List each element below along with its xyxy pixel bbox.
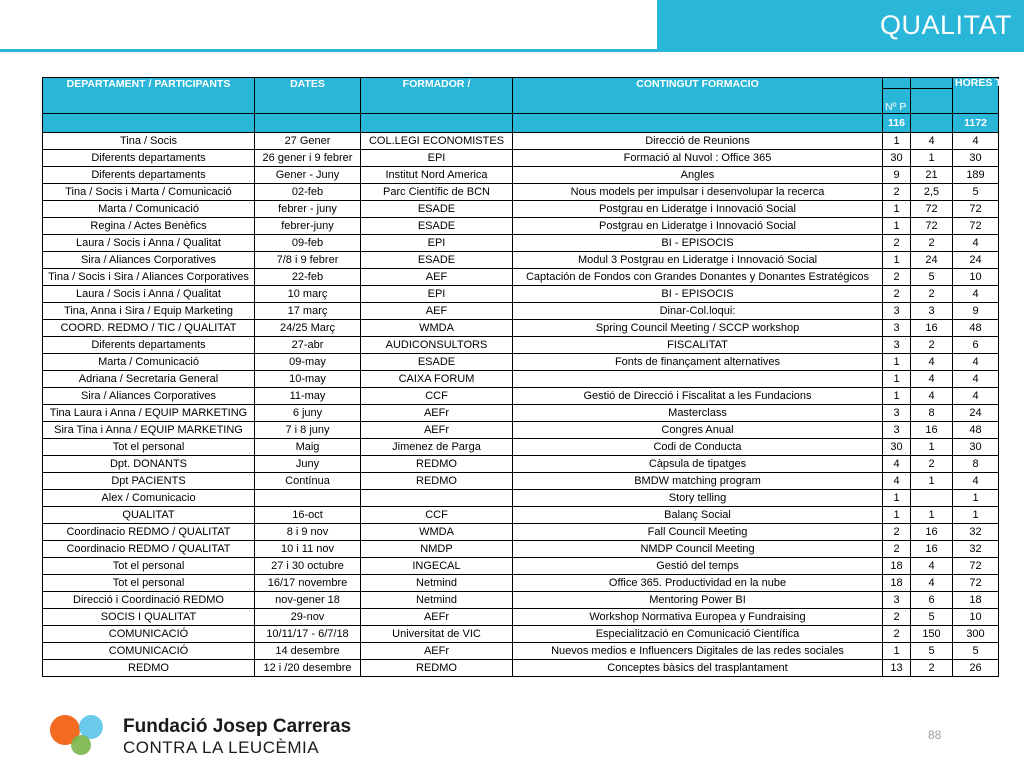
header-rule xyxy=(0,49,660,52)
cell-dates xyxy=(255,490,361,507)
cell-num-p: 3 xyxy=(883,303,911,320)
cell-hours xyxy=(911,490,953,507)
cell-hours-total: 6 xyxy=(953,337,999,354)
cell-content: Gestió del temps xyxy=(513,558,883,575)
cell-dates: 09-may xyxy=(255,354,361,371)
cell-dates: 10/11/17 - 6/7/18 xyxy=(255,626,361,643)
cell-department: Regina / Actes Benèfics xyxy=(43,218,255,235)
cell-hours: 2,5 xyxy=(911,184,953,201)
cell-hours-total: 72 xyxy=(953,575,999,592)
cell-num-p: 1 xyxy=(883,133,911,150)
cell-department: Tina / Socis i Marta / Comunicació xyxy=(43,184,255,201)
cell-trainer: ESADE xyxy=(361,252,513,269)
table-row xyxy=(43,405,999,422)
cell-content: Especialització en Comunicació Científica xyxy=(513,626,883,643)
cell-num-p: 2 xyxy=(883,286,911,303)
table-row xyxy=(43,575,999,592)
cell-dates: 11-may xyxy=(255,388,361,405)
table-row xyxy=(43,473,999,490)
cell-content: Direcció de Reunions xyxy=(513,133,883,150)
cell-hours: 3 xyxy=(911,303,953,320)
cell-dates: Contínua xyxy=(255,473,361,490)
col-header-hours-total: HORES TOTALS xyxy=(953,78,999,114)
col-header-num-p: Nº P xyxy=(883,89,911,114)
cell-department: Sira Tina i Anna / EQUIP MARKETING xyxy=(43,422,255,439)
cell-content: Conceptes bàsics del trasplantament xyxy=(513,660,883,677)
cell-trainer: Netmind xyxy=(361,592,513,609)
cell-num-p: 2 xyxy=(883,524,911,541)
cell-num-p: 3 xyxy=(883,592,911,609)
cell-num-p: 30 xyxy=(883,439,911,456)
cell-hours-total: 72 xyxy=(953,201,999,218)
cell-num-p: 30 xyxy=(883,150,911,167)
header-row xyxy=(43,78,999,89)
cell-hours-total: 48 xyxy=(953,422,999,439)
total-participants: 116 xyxy=(883,114,911,133)
cell-content: Story telling xyxy=(513,490,883,507)
cell-content: Gestió de Direcció i Fiscalitat a les Fundacions xyxy=(513,388,883,405)
cell-dates: 22-feb xyxy=(255,269,361,286)
cell-trainer: AEFr xyxy=(361,422,513,439)
cell-dates: Juny xyxy=(255,456,361,473)
cell-dates: 14 desembre xyxy=(255,643,361,660)
cell-trainer: AEF xyxy=(361,303,513,320)
cell-content: Dinar-Col.loqui: xyxy=(513,303,883,320)
cell-trainer: COL.LEGI ECONOMISTES xyxy=(361,133,513,150)
cell-content: Office 365. Productividad en la nube xyxy=(513,575,883,592)
cell-hours-total: 32 xyxy=(953,524,999,541)
cell-hours-total: 32 xyxy=(953,541,999,558)
table-row xyxy=(43,524,999,541)
cell-trainer: EPI xyxy=(361,150,513,167)
cell-hours: 2 xyxy=(911,337,953,354)
cell-trainer: REDMO xyxy=(361,473,513,490)
cell-department: Laura / Socis i Anna / Qualitat xyxy=(43,235,255,252)
cell-hours: 1 xyxy=(911,439,953,456)
page-title: QUALITAT xyxy=(879,10,1012,40)
cell-num-p: 1 xyxy=(883,201,911,218)
cell-hours-total: 4 xyxy=(953,354,999,371)
cell-content: Càpsula de tipatges xyxy=(513,456,883,473)
cell-department: Alex / Comunicacio xyxy=(43,490,255,507)
cell-hours-total: 4 xyxy=(953,473,999,490)
cell-trainer: AEFr xyxy=(361,643,513,660)
cell-dates: febrer - juny xyxy=(255,201,361,218)
cell-content: Codi de Conducta xyxy=(513,439,883,456)
cell-hours-total: 4 xyxy=(953,133,999,150)
cell-department: Tot el personal xyxy=(43,575,255,592)
cell-num-p: 1 xyxy=(883,218,911,235)
cell-dates: 16/17 novembre xyxy=(255,575,361,592)
cell-trainer: Jimenez de Parga xyxy=(361,439,513,456)
cell-hours-total: 189 xyxy=(953,167,999,184)
cell-num-p: 4 xyxy=(883,473,911,490)
cell-trainer: Parc Científic de BCN xyxy=(361,184,513,201)
cell-num-p: 2 xyxy=(883,541,911,558)
col-header-blank-a xyxy=(883,78,911,89)
cell-dates: 10-may xyxy=(255,371,361,388)
cell-hours-total: 10 xyxy=(953,609,999,626)
cell-content: Masterclass xyxy=(513,405,883,422)
table-row xyxy=(43,320,999,337)
table-row xyxy=(43,184,999,201)
cell-hours: 72 xyxy=(911,201,953,218)
cell-department: SOCIS I QUALITAT xyxy=(43,609,255,626)
table-row xyxy=(43,626,999,643)
cell-content: Postgrau en Lideratge i Innovació Social xyxy=(513,201,883,218)
cell-hours: 5 xyxy=(911,269,953,286)
table-row xyxy=(43,150,999,167)
cell-trainer: CCF xyxy=(361,507,513,524)
cell-hours-total: 72 xyxy=(953,218,999,235)
cell-department: COORD. REDMO / TIC / QUALITAT xyxy=(43,320,255,337)
cell-hours-total: 24 xyxy=(953,252,999,269)
cell-num-p: 2 xyxy=(883,235,911,252)
cell-num-p: 2 xyxy=(883,269,911,286)
table-row xyxy=(43,388,999,405)
cell-trainer: NMDP xyxy=(361,541,513,558)
table-row xyxy=(43,558,999,575)
cell-trainer: AEFr xyxy=(361,405,513,422)
cell-department: COMUNICACIÓ xyxy=(43,643,255,660)
cell-hours: 1 xyxy=(911,473,953,490)
cell-hours: 5 xyxy=(911,609,953,626)
cell-hours-total: 30 xyxy=(953,150,999,167)
cell-dates: 09-feb xyxy=(255,235,361,252)
cell-content: Congres Anual xyxy=(513,422,883,439)
cell-num-p: 1 xyxy=(883,354,911,371)
cell-content: BMDW matching program xyxy=(513,473,883,490)
table-row xyxy=(43,609,999,626)
cell-hours-total: 1 xyxy=(953,490,999,507)
totals-cell-blank xyxy=(255,114,361,133)
cell-num-p: 13 xyxy=(883,660,911,677)
col-header-blank-c xyxy=(911,89,953,114)
cell-department: Laura / Socis i Anna / Qualitat xyxy=(43,286,255,303)
cell-hours-total: 72 xyxy=(953,558,999,575)
cell-num-p: 3 xyxy=(883,337,911,354)
cell-department: Adriana / Secretaria General xyxy=(43,371,255,388)
cell-hours-total: 5 xyxy=(953,643,999,660)
cell-hours: 1 xyxy=(911,150,953,167)
cell-trainer: AEFr xyxy=(361,609,513,626)
cell-hours-total: 5 xyxy=(953,184,999,201)
cell-dates: 16-oct xyxy=(255,507,361,524)
table-row xyxy=(43,541,999,558)
cell-content: Nuevos medios e Influencers Digitales de las redes sociales xyxy=(513,643,883,660)
cell-dates: 02-feb xyxy=(255,184,361,201)
cell-content: Fall Council Meeting xyxy=(513,524,883,541)
cell-department: Tina / Socis xyxy=(43,133,255,150)
cell-content: Captación de Fondos con Grandes Donantes y Donantes Estratégicos xyxy=(513,269,883,286)
cell-hours-total: 300 xyxy=(953,626,999,643)
cell-num-p: 18 xyxy=(883,575,911,592)
cell-trainer: INGECAL xyxy=(361,558,513,575)
table-row xyxy=(43,354,999,371)
table-row xyxy=(43,422,999,439)
cell-department: Tot el personal xyxy=(43,558,255,575)
cell-trainer: WMDA xyxy=(361,320,513,337)
col-header-trainer: FORMADOR / xyxy=(361,78,513,114)
cell-dates: 26 gener i 9 febrer xyxy=(255,150,361,167)
cell-department: Marta / Comunicació xyxy=(43,201,255,218)
cell-hours-total: 10 xyxy=(953,269,999,286)
cell-num-p: 2 xyxy=(883,184,911,201)
org-name: Fundació Josep Carreras xyxy=(123,716,352,737)
table-row xyxy=(43,439,999,456)
cell-trainer: REDMO xyxy=(361,660,513,677)
table-row xyxy=(43,133,999,150)
cell-trainer: CCF xyxy=(361,388,513,405)
cell-num-p: 18 xyxy=(883,558,911,575)
cell-hours: 4 xyxy=(911,133,953,150)
cell-hours: 16 xyxy=(911,320,953,337)
cell-hours: 4 xyxy=(911,354,953,371)
cell-num-p: 1 xyxy=(883,643,911,660)
table-row xyxy=(43,201,999,218)
cell-num-p: 9 xyxy=(883,167,911,184)
cell-hours: 2 xyxy=(911,660,953,677)
cell-department: REDMO xyxy=(43,660,255,677)
cell-hours-total: 18 xyxy=(953,592,999,609)
cell-hours: 4 xyxy=(911,558,953,575)
cell-hours-total: 24 xyxy=(953,405,999,422)
cell-hours: 2 xyxy=(911,286,953,303)
cell-dates: 12 i /20 desembre xyxy=(255,660,361,677)
cell-dates: 8 i 9 nov xyxy=(255,524,361,541)
table-row xyxy=(43,286,999,303)
cell-dates: Gener - Juny xyxy=(255,167,361,184)
table-body xyxy=(43,133,999,677)
cell-dates: 10 març xyxy=(255,286,361,303)
cell-hours-total: 48 xyxy=(953,320,999,337)
cell-trainer: Universitat de VIC xyxy=(361,626,513,643)
cell-hours-total: 1 xyxy=(953,507,999,524)
cell-hours: 2 xyxy=(911,235,953,252)
cell-dates: 29-nov xyxy=(255,609,361,626)
cell-dates: 7/8 i 9 febrer xyxy=(255,252,361,269)
cell-trainer: REDMO xyxy=(361,456,513,473)
cell-department: Marta / Comunicació xyxy=(43,354,255,371)
table-row xyxy=(43,269,999,286)
table-row xyxy=(43,235,999,252)
cell-dates: 7 i 8 juny xyxy=(255,422,361,439)
cell-content: Nous models per impulsar i desenvolupar la recerca xyxy=(513,184,883,201)
cell-dates: Maig xyxy=(255,439,361,456)
cell-content: Mentoring Power BI xyxy=(513,592,883,609)
cell-department: Tina Laura i Anna / EQUIP MARKETING xyxy=(43,405,255,422)
cell-dates: nov-gener 18 xyxy=(255,592,361,609)
totals-row xyxy=(43,114,999,133)
cell-hours-total: 4 xyxy=(953,235,999,252)
cell-hours: 72 xyxy=(911,218,953,235)
cell-num-p: 1 xyxy=(883,507,911,524)
totals-cell-blank xyxy=(513,114,883,133)
col-header-dates: DATES xyxy=(255,78,361,114)
org-subtitle: CONTRA LA LEUCÈMIA xyxy=(123,738,320,757)
table-row xyxy=(43,371,999,388)
table-row xyxy=(43,303,999,320)
cell-dates: 27-abr xyxy=(255,337,361,354)
totals-cell-blank xyxy=(361,114,513,133)
cell-trainer: CAIXA FORUM xyxy=(361,371,513,388)
cell-hours-total: 30 xyxy=(953,439,999,456)
cell-trainer: ESADE xyxy=(361,218,513,235)
cell-trainer: EPI xyxy=(361,286,513,303)
cell-department: Tot el personal xyxy=(43,439,255,456)
cell-trainer: EPI xyxy=(361,235,513,252)
cell-department: Diferents departaments xyxy=(43,150,255,167)
cell-department: Diferents departaments xyxy=(43,337,255,354)
cell-hours: 150 xyxy=(911,626,953,643)
cell-department: Sira / Aliances Corporatives xyxy=(43,388,255,405)
cell-content: Workshop Normativa Europea y Fundraising xyxy=(513,609,883,626)
cell-num-p: 3 xyxy=(883,320,911,337)
cell-content: Formació al Nuvol : Office 365 xyxy=(513,150,883,167)
cell-dates: 6 juny xyxy=(255,405,361,422)
table-row xyxy=(43,456,999,473)
training-table xyxy=(42,77,1036,677)
cell-dates: 17 març xyxy=(255,303,361,320)
cell-trainer xyxy=(361,490,513,507)
cell-content: Modul 3 Postgrau en Lideratge i Innovació Social xyxy=(513,252,883,269)
cell-hours: 16 xyxy=(911,422,953,439)
title-bar xyxy=(657,0,1024,52)
cell-hours: 16 xyxy=(911,524,953,541)
cell-num-p: 3 xyxy=(883,422,911,439)
cell-department: Tina / Socis i Sira / Aliances Corporatives xyxy=(43,269,255,286)
cell-trainer: WMDA xyxy=(361,524,513,541)
cell-content: Postgrau en Lideratge i Innovació Social xyxy=(513,218,883,235)
cell-department: Dpt. DONANTS xyxy=(43,456,255,473)
cell-num-p: 4 xyxy=(883,456,911,473)
table-row xyxy=(43,643,999,660)
cell-hours: 4 xyxy=(911,371,953,388)
table-row xyxy=(43,660,999,677)
cell-trainer: Institut Nord America xyxy=(361,167,513,184)
cell-hours-total: 4 xyxy=(953,286,999,303)
cell-num-p: 2 xyxy=(883,626,911,643)
cell-hours: 21 xyxy=(911,167,953,184)
cell-department: Diferents departaments xyxy=(43,167,255,184)
table-row xyxy=(43,167,999,184)
table-row xyxy=(43,490,999,507)
cell-hours: 4 xyxy=(911,388,953,405)
total-hours: 1172 xyxy=(953,114,999,133)
cell-department: QUALITAT xyxy=(43,507,255,524)
col-header-department: DEPARTAMENT / PARTICIPANTS xyxy=(43,78,255,114)
table-row xyxy=(43,337,999,354)
cell-hours-total: 9 xyxy=(953,303,999,320)
cell-hours: 8 xyxy=(911,405,953,422)
col-header-blank-b xyxy=(911,78,953,89)
cell-content: BI - EPISOCIS xyxy=(513,235,883,252)
cell-trainer: Netmind xyxy=(361,575,513,592)
cell-hours: 1 xyxy=(911,507,953,524)
cell-hours: 6 xyxy=(911,592,953,609)
col-header-content: CONTINGUT FORMACIO xyxy=(513,78,883,114)
page-number: 88 xyxy=(928,728,942,742)
cell-department: Coordinacio REDMO / QUALITAT xyxy=(43,541,255,558)
cell-department: Direcció i Coordinació REDMO xyxy=(43,592,255,609)
cell-department: Coordinacio REDMO / QUALITAT xyxy=(43,524,255,541)
cell-hours-total: 8 xyxy=(953,456,999,473)
cell-hours-total: 26 xyxy=(953,660,999,677)
cell-trainer: ESADE xyxy=(361,354,513,371)
cell-num-p: 1 xyxy=(883,252,911,269)
cell-trainer: ESADE xyxy=(361,201,513,218)
table-row xyxy=(43,252,999,269)
cell-content: Balanç Social xyxy=(513,507,883,524)
cell-num-p: 1 xyxy=(883,371,911,388)
table-row xyxy=(43,592,999,609)
cell-department: Dpt PACIENTS xyxy=(43,473,255,490)
cell-hours: 5 xyxy=(911,643,953,660)
cell-content: Angles xyxy=(513,167,883,184)
cell-trainer: AEF xyxy=(361,269,513,286)
cell-content: Fonts de finançament alternatives xyxy=(513,354,883,371)
cell-content: BI - EPISOCIS xyxy=(513,286,883,303)
cell-hours-total: 4 xyxy=(953,371,999,388)
cell-trainer: AUDICONSULTORS xyxy=(361,337,513,354)
cell-dates: 10 i 11 nov xyxy=(255,541,361,558)
cell-num-p: 1 xyxy=(883,388,911,405)
cell-department: Tina, Anna i Sira / Equip Marketing xyxy=(43,303,255,320)
cell-num-p: 3 xyxy=(883,405,911,422)
cell-dates: 27 Gener xyxy=(255,133,361,150)
cell-hours: 24 xyxy=(911,252,953,269)
cell-content: NMDP Council Meeting xyxy=(513,541,883,558)
cell-hours-total: 4 xyxy=(953,388,999,405)
cell-content: Spring Council Meeting / SCCP workshop xyxy=(513,320,883,337)
cell-content: FISCALITAT xyxy=(513,337,883,354)
cell-department: Sira / Aliances Corporatives xyxy=(43,252,255,269)
totals-cell-blank xyxy=(911,114,953,133)
table-row xyxy=(43,218,999,235)
cell-num-p: 1 xyxy=(883,490,911,507)
fundacio-logo-icon xyxy=(48,708,108,756)
cell-content xyxy=(513,371,883,388)
cell-dates: 24/25 Març xyxy=(255,320,361,337)
cell-dates: 27 i 30 octubre xyxy=(255,558,361,575)
cell-num-p: 2 xyxy=(883,609,911,626)
cell-hours: 16 xyxy=(911,541,953,558)
table-row xyxy=(43,507,999,524)
totals-cell-blank xyxy=(43,114,255,133)
cell-department: COMUNICACIÓ xyxy=(43,626,255,643)
cell-dates: febrer-juny xyxy=(255,218,361,235)
cell-hours: 4 xyxy=(911,575,953,592)
cell-hours: 2 xyxy=(911,456,953,473)
